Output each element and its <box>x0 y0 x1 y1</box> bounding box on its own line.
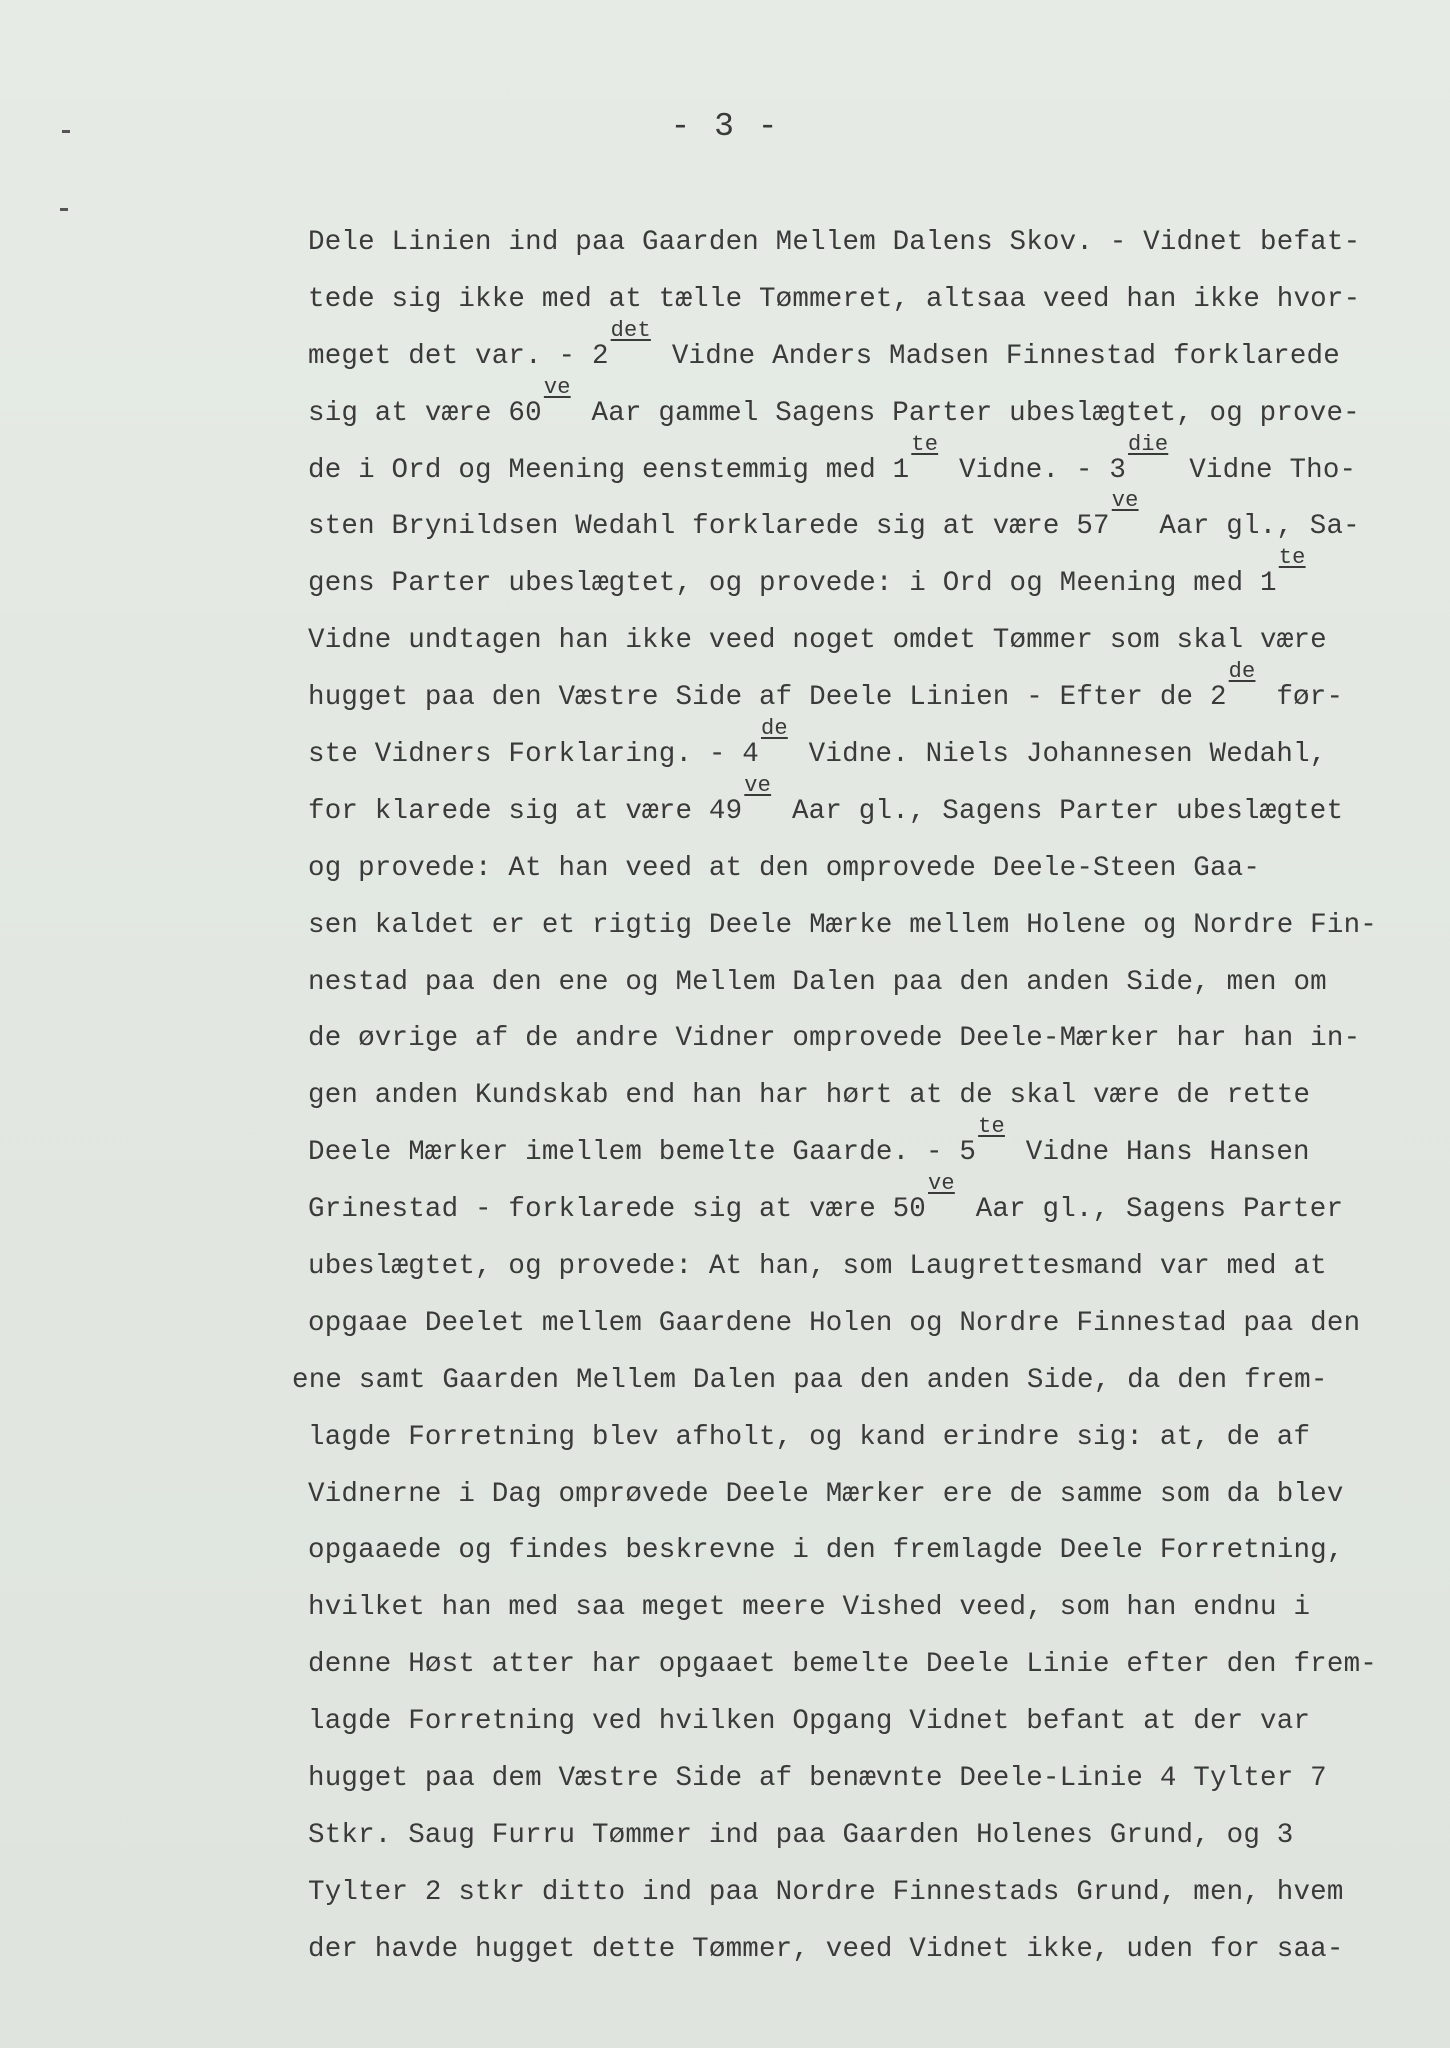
text-segment: ene samt Gaarden Mellem Dalen paa den anden Side, da den frem- <box>292 1364 1328 1396</box>
text-line <box>308 272 1418 329</box>
ordinal-superscript: te <box>1278 545 1306 571</box>
ordinal-superscript: te <box>978 1114 1005 1140</box>
text-segment: nestad paa den ene og Mellem Dalen paa den anden Side, men om <box>308 966 1327 998</box>
text-segment: gen anden Kundskab end han har hørt at de skal være de rette <box>308 1080 1311 1112</box>
ordinal-superscript: de <box>1228 659 1256 685</box>
ordinal-superscript: ve <box>543 374 571 400</box>
text-line <box>308 1114 1418 1182</box>
margin-mark-bottom <box>60 208 68 211</box>
text-segment: hvilket han med saa meget meere Vished veed, som han endnu i <box>308 1592 1311 1624</box>
text-line <box>308 1296 1418 1353</box>
text-line <box>308 317 1418 386</box>
text-segment: Aar gammel Sagens Parter ubeslægtet, og prove- <box>574 397 1360 429</box>
typed-text-body <box>292 215 1418 1979</box>
text-line <box>308 1410 1418 1467</box>
text-line <box>308 659 1418 727</box>
text-segment: lagde Forretning ved hvilken Opgang Vidnet befant at der var <box>308 1706 1311 1738</box>
text-line <box>308 215 1418 272</box>
text-segment: lagde Forretning blev afholt, og kand erindre sig: at, de af <box>308 1421 1311 1453</box>
text-segment: sig at være 60 <box>308 397 542 429</box>
text-line <box>308 1011 1418 1068</box>
ordinal-superscript: ve <box>744 772 772 798</box>
text-segment: Vidne undtagen han ikke veed noget omdet Tømmer som skal være <box>308 625 1327 657</box>
text-segment: Aar gl., Sagens Parter <box>959 1194 1344 1226</box>
text-segment: Vidne Hans Hansen <box>1009 1137 1310 1169</box>
text-segment: de øvrige af de andre Vidner omprovede Deele-Mærker har han in- <box>308 1023 1361 1055</box>
text-segment: Dele Linien ind paa Gaarden Mellem Dalens Skov. - Vidnet befat- <box>308 227 1361 258</box>
text-segment: Aar gl., Sagens Parter ubeslægtet <box>775 795 1344 827</box>
text-line <box>308 1808 1418 1865</box>
ordinal-superscript: det <box>610 317 651 343</box>
text-line <box>308 1865 1418 1922</box>
text-segment: denne Høst atter har opgaaet bemelte Deele Linie efter den frem- <box>308 1649 1377 1681</box>
text-line <box>308 1467 1418 1524</box>
text-line <box>308 716 1418 784</box>
text-segment: tede sig ikke med at tælle Tømmeret, altsaa veed han ikke hvor- <box>308 283 1361 315</box>
ordinal-superscript: te <box>911 431 939 457</box>
ordinal-superscript: ve <box>1111 488 1139 514</box>
text-segment: ubeslægtet, og provede: At han, som Laugrettesmand var med at <box>308 1251 1327 1283</box>
text-line <box>308 898 1418 955</box>
ordinal-superscript: de <box>760 716 788 742</box>
text-segment: sen kaldet er et rigtig Deele Mærke mellem Holene og Nordre Fin- <box>308 909 1377 941</box>
text-segment: for klarede sig at være 49 <box>308 795 743 827</box>
text-line <box>308 841 1418 898</box>
text-line <box>308 1922 1418 1979</box>
text-segment: opgaaede og findes beskrevne i den fremlagde Deele Forretning, <box>308 1535 1344 1567</box>
text-line <box>308 1694 1418 1751</box>
text-line <box>308 1580 1418 1637</box>
text-segment: sten Brynildsen Wedahl forklarede sig at være 57 <box>308 511 1110 543</box>
text-line <box>308 1637 1418 1694</box>
text-line <box>308 374 1418 443</box>
text-segment: Deele Mærker imellem bemelte Gaarde. - 5 <box>308 1137 977 1169</box>
text-line <box>308 1751 1418 1808</box>
text-segment: Aar gl., Sa- <box>1142 511 1360 543</box>
text-line <box>308 545 1418 613</box>
text-segment: Vidnerne i Dag omprøvede Deele Mærker ere de samme som da blev <box>308 1478 1344 1510</box>
text-line <box>308 431 1418 500</box>
text-segment: de i Ord og Meening eenstemmig med 1 <box>308 454 910 486</box>
text-segment: før- <box>1259 682 1344 714</box>
text-line <box>308 772 1418 841</box>
text-line <box>308 1171 1418 1239</box>
text-segment: Vidne. - 3 <box>942 454 1127 486</box>
text-segment: Vidne. Niels Johannesen Wedahl, <box>791 739 1327 771</box>
text-segment: Grinestad - forklarede sig at være 50 <box>308 1194 926 1226</box>
text-segment: Vidne Tho- <box>1172 454 1357 486</box>
text-segment: og provede: At han veed at den omprovede Deele-Steen Gaa- <box>308 852 1261 884</box>
text-segment: hugget paa den Væstre Side af Deele Linien - Efter de 2 <box>308 682 1227 714</box>
text-line <box>308 1068 1418 1125</box>
ordinal-superscript: ve <box>928 1171 955 1197</box>
text-line <box>308 1239 1418 1296</box>
text-segment: opgaae Deelet mellem Gaardene Holen og Nordre Finnestad paa den <box>308 1307 1361 1339</box>
text-segment: ste Vidners Forklaring. - 4 <box>308 739 759 771</box>
text-line <box>292 1353 1418 1410</box>
text-segment: hugget paa dem Væstre Side af benævnte Deele-Linie 4 Tylter 7 <box>308 1763 1327 1795</box>
text-line <box>308 1523 1418 1580</box>
text-segment: der havde hugget dette Tømmer, veed Vidnet ikke, uden for saa- <box>308 1933 1344 1965</box>
text-line <box>308 955 1418 1012</box>
page-number: - 3 - <box>670 108 780 145</box>
text-segment: gens Parter ubeslægtet, og provede: i Ord og Meening med 1 <box>308 568 1277 600</box>
ordinal-superscript: die <box>1128 431 1169 457</box>
text-segment: Vidne Anders Madsen Finnestad forklarede <box>655 340 1340 372</box>
text-segment: Tylter 2 stkr ditto ind paa Nordre Finnestads Grund, men, hvem <box>308 1876 1344 1908</box>
text-segment: Stkr. Saug Furru Tømmer ind paa Gaarden Holenes Grund, og 3 <box>308 1819 1294 1851</box>
text-segment: meget det var. - 2 <box>308 340 609 372</box>
text-line <box>308 488 1418 556</box>
